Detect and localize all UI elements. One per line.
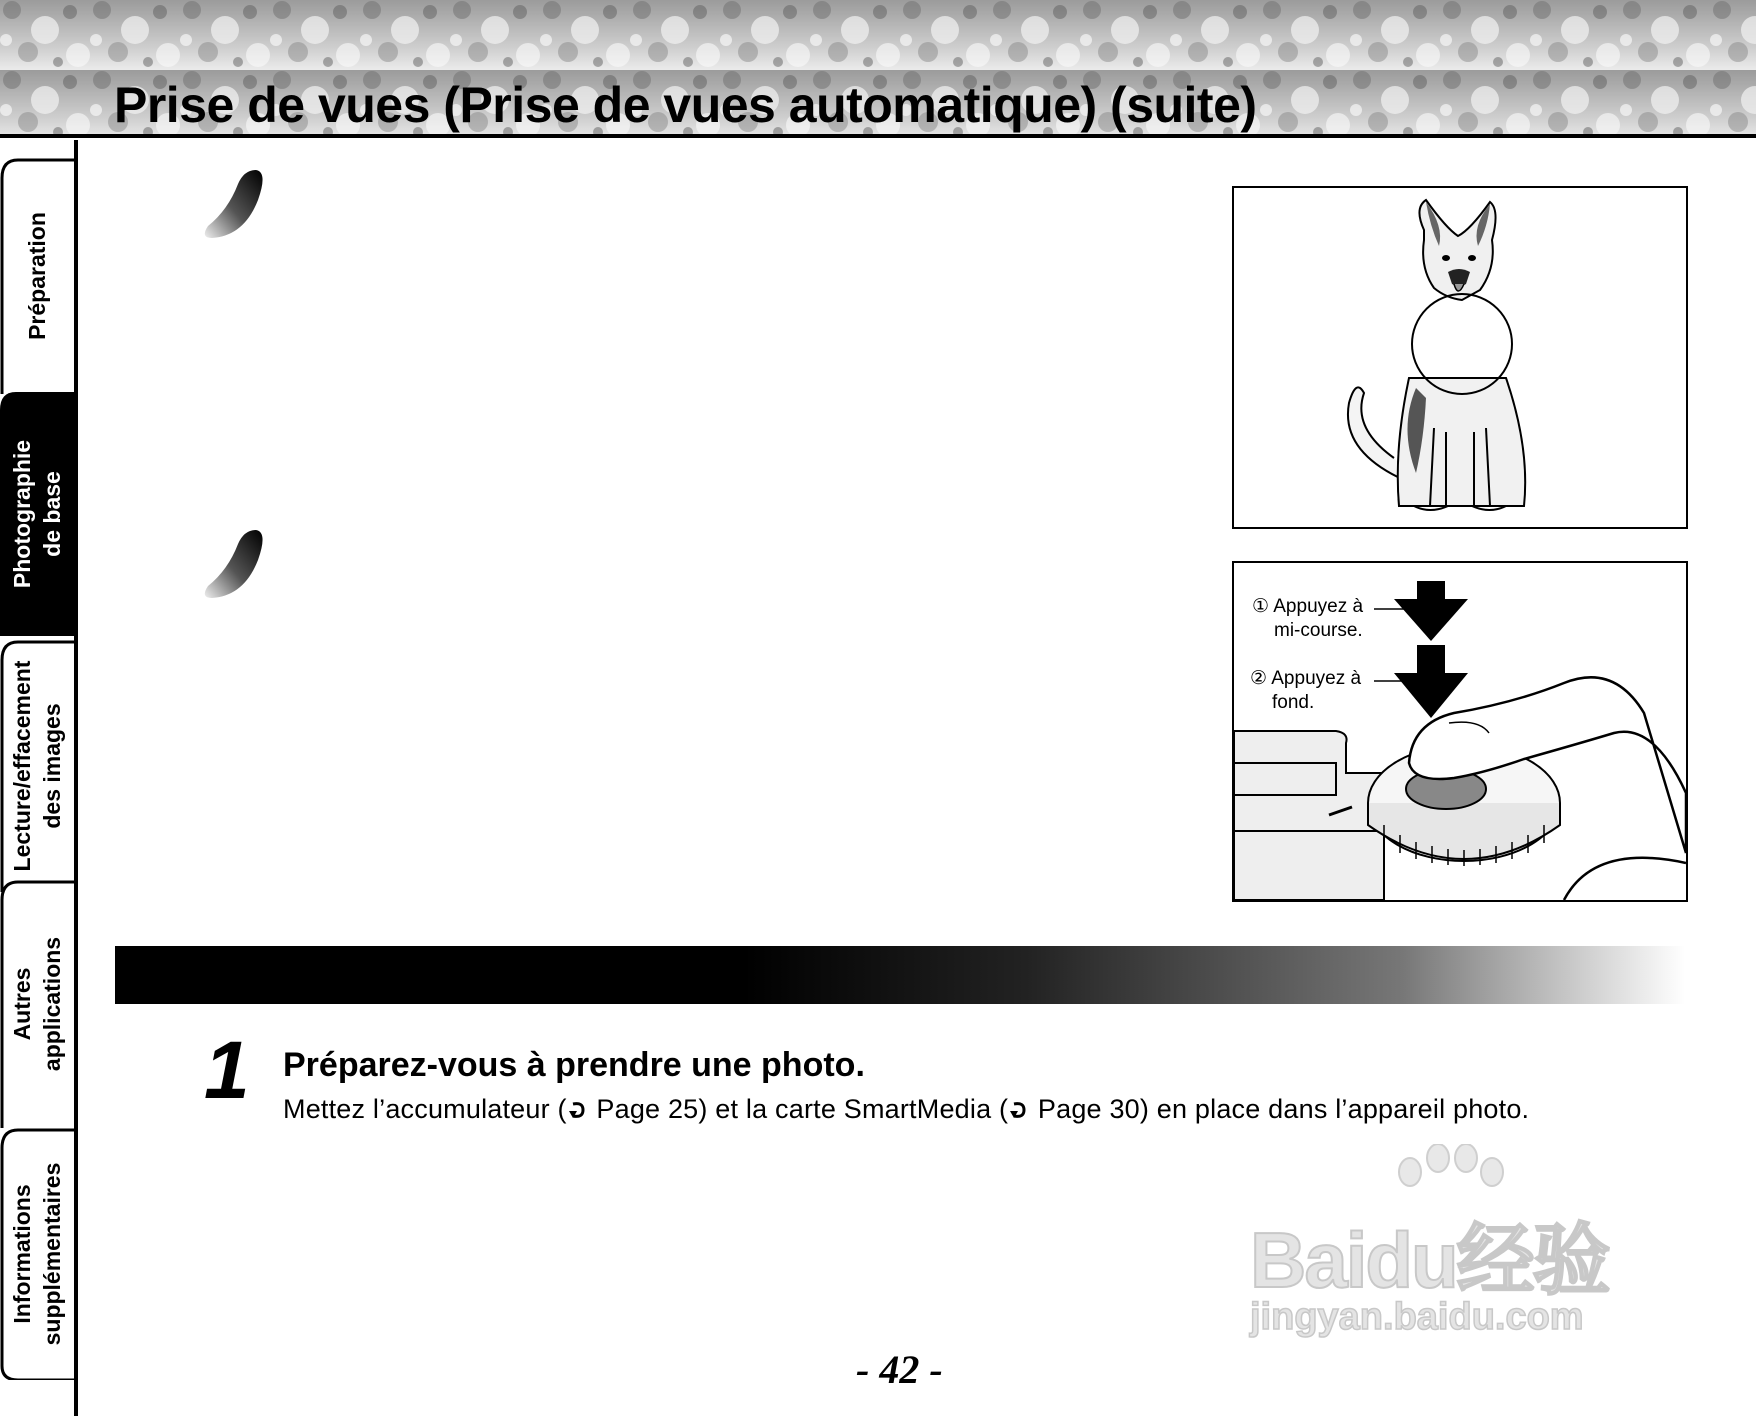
tab-lecture-effacement[interactable] (0, 640, 74, 892)
tab-informations-supplementaires[interactable] (0, 1128, 74, 1380)
page-reference-arrow-icon (1008, 1100, 1030, 1120)
bullet-mark (198, 166, 272, 244)
baidu-watermark (1240, 1150, 1660, 1340)
watermark-url: jingyan.baidu.com (1250, 1296, 1584, 1338)
tab-label: Photographie de base (9, 439, 65, 589)
dog-illustration (1234, 188, 1686, 527)
figure-shutter-press (1232, 561, 1688, 902)
tab-autres-applications[interactable] (0, 880, 74, 1128)
step-body: Mettez l’accumulateur ( Page 25) et la carte SmartMedia ( Page 30) en place dans l’appareil photo. (283, 1094, 1530, 1124)
tab-label: Autres applications (9, 936, 65, 1072)
callout-full-press: ② Appuyez à fond. (1250, 668, 1362, 713)
step-title: Préparez-vous à prendre une photo. (283, 1046, 865, 1084)
step-number: 1 (204, 1025, 246, 1116)
bullet-mark (198, 526, 272, 604)
watermark-main: Baidu经验 (1250, 1216, 1609, 1304)
tab-label: Informations supplémentaires (9, 1162, 65, 1346)
page-title: Prise de vues (Prise de vues automatique) (suite) (114, 77, 1257, 133)
tab-photographie-de-base[interactable] (0, 392, 74, 636)
tab-label: Préparation (24, 212, 50, 340)
tab-preparation[interactable] (0, 158, 74, 394)
page-reference-arrow-icon (567, 1100, 589, 1120)
page-header (0, 0, 1756, 138)
figure-dog-focus (1232, 186, 1688, 529)
section-divider-bar (115, 946, 1685, 1004)
tab-label: Lecture/effacement des images (9, 660, 65, 872)
page-number: - 42 - (856, 1347, 943, 1392)
margin-rule (74, 140, 78, 1416)
callout-half-press: ① Appuyez à mi-course. (1252, 596, 1364, 641)
header-rule (0, 134, 1756, 138)
